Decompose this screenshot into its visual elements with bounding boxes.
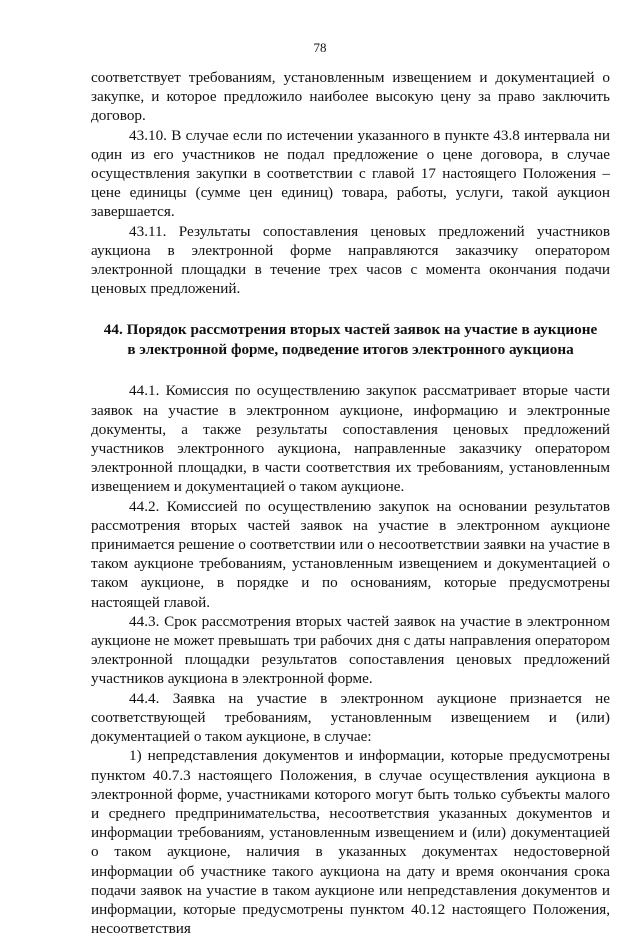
paragraph-continuation: соответствует требованиям, установленным извещением и документацией о закупке, и которое предложило наиболее высокую цену за право заключить договор.	[91, 69, 610, 125]
page-number: 78	[313, 40, 327, 55]
section-heading-44	[91, 320, 610, 360]
document-body	[91, 68, 610, 938]
paragraph-44-3: 44.3. Срок рассмотрения вторых частей заявок на участие в электронном аукционе не может превышать три рабочих дня с даты направления оператором электронной площадки результатов сопоставления ценовых предложений участников аукциона в электронной форме.	[91, 612, 610, 688]
paragraph-44-1: 44.1. Комиссия по осуществлению закупок рассматривает вторые части заявок на участие в электронном аукционе, информацию и электронные документы, а также результаты сопоставления ценовых предложений участников электронного аукциона, направленные заказчику оператором электронной площадки, в части соответствия их требованиям, установленным извещением и документацией о таком аукционе.	[91, 382, 610, 496]
paragraph-44-4: 44.4. Заявка на участие в электронном аукционе признается не соответствующей требованиям, установленным извещением и (или) документацией о таком аукционе, в случае:	[91, 689, 610, 746]
section-heading-line-1: 44. Порядок рассмотрения вторых частей заявок на участие в аукционе	[103, 321, 598, 339]
paragraph-43-11: 43.11. Результаты сопоставления ценовых предложений участников аукциона в электронной форме направляются заказчику оператором электронной площадки в течение трех часов с момента окончания подачи ценовых предложений.	[91, 222, 610, 298]
paragraph-44-2: 44.2. Комиссией по осуществлению закупок на основании результатов рассмотрения вторых частей заявок на участие в электронном аукционе принимается решение о соответствии или о несоответствии заявки на участие в таком аукционе требованиям, установленным извещением и документацией о таком аукционе, в порядке и по основаниям, которые предусмотрены настоящей главой.	[91, 497, 610, 611]
section-heading-line-2: в электронной форме, подведение итогов электронного аукциона	[127, 341, 574, 359]
paragraph-43-10: 43.10. В случае если по истечении указанного в пункте 43.8 интервала ни один из его участников не подал предложение о цене договора, в случае осуществления закупки в соответствии с главой 17 настоящего Положения – цене единицы (сумме цен единиц) товара, работы, услуги, такой аукцион завершается.	[91, 126, 610, 221]
paragraph-44-4-item-1: 1) непредставления документов и информации, которые предусмотрены пунктом 40.7.3 настоящего Положения, в случае осуществления аукциона в электронной форме, участниками которого могут быть только субъекты малого и среднего предпринимательства, несоответствия указанных документов и информации требованиям, установленным извещением и (или) документацией о таком аукционе, наличия в указанных документах недостоверной информации об участнике такого аукциона на дату и время окончания срока подачи заявок на участие в таком аукционе или непредставления документов и информации, которые предусмотрены пунктом 40.12 настоящего Положения, несоответствия	[91, 747, 610, 938]
